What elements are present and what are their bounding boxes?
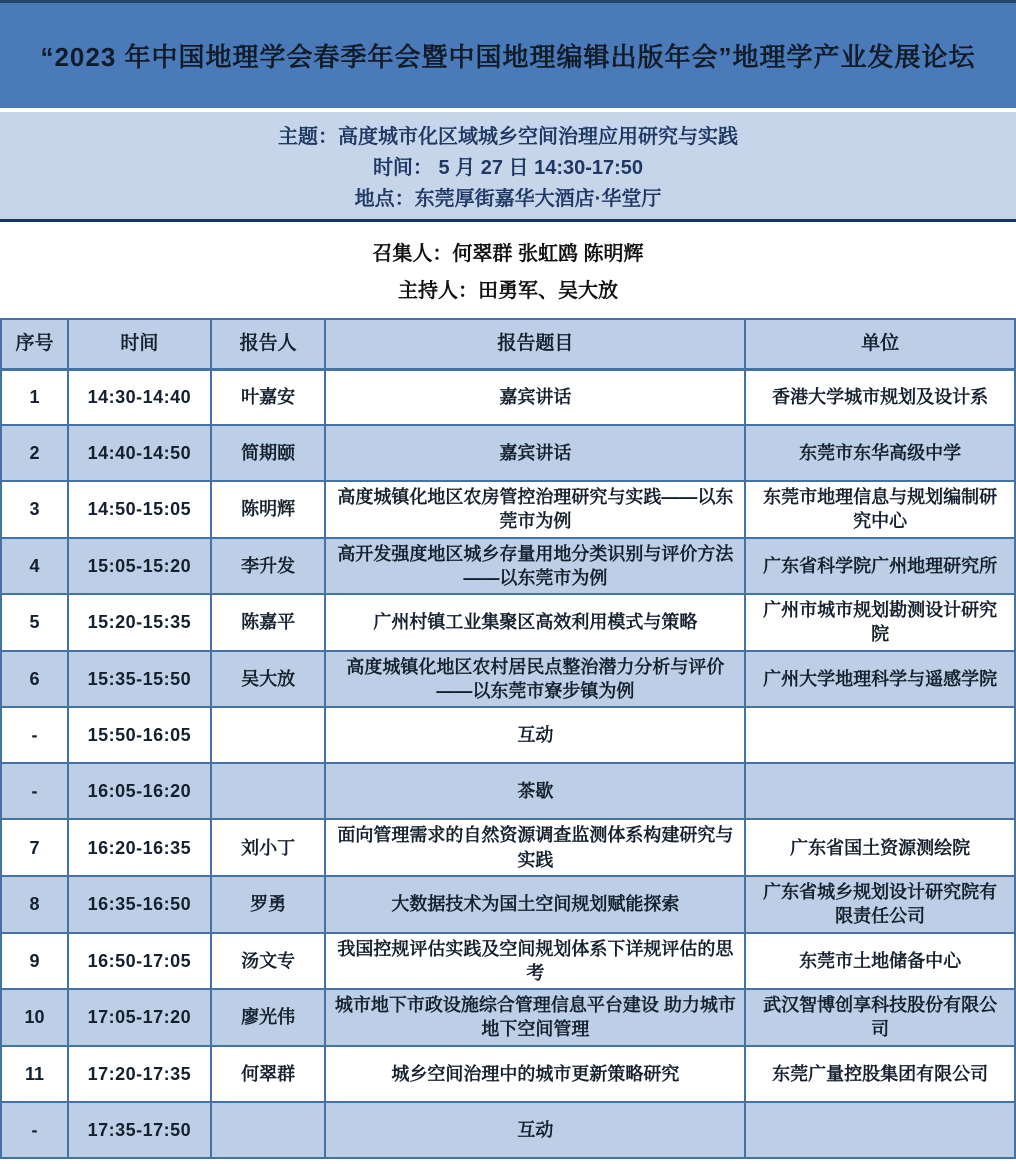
- cell-no: 1: [1, 369, 68, 425]
- table-row: [1, 819, 1015, 876]
- cell-speaker: 汤文专: [211, 933, 326, 990]
- cell-speaker: 廖光伟: [211, 989, 326, 1046]
- cell-unit: 广东省国土资源测绘院: [745, 819, 1015, 876]
- cell-unit: 香港大学城市规划及设计系: [745, 369, 1015, 425]
- cell-title: 城乡空间治理中的城市更新策略研究: [325, 1046, 745, 1102]
- cell-no: -: [1, 707, 68, 763]
- cell-speaker: 叶嘉安: [211, 369, 326, 425]
- cell-time: 14:40-14:50: [68, 425, 211, 481]
- table-row: [1, 1046, 1015, 1102]
- table-row: [1, 876, 1015, 933]
- cell-unit: 东莞市地理信息与规划编制研究中心: [745, 481, 1015, 538]
- cell-unit: 广东省科学院广州地理研究所: [745, 538, 1015, 595]
- cell-title: 高度城镇化地区农村居民点整治潜力分析与评价——以东莞市寮步镇为例: [325, 651, 745, 708]
- cell-speaker: 何翠群: [211, 1046, 326, 1102]
- cell-title: 高开发强度地区城乡存量用地分类识别与评价方法——以东莞市为例: [325, 538, 745, 595]
- cell-time: 17:35-17:50: [68, 1102, 211, 1158]
- cell-speaker: [211, 763, 326, 819]
- cell-unit: 武汉智博创享科技股份有限公司: [745, 989, 1015, 1046]
- cell-title: 互动: [325, 707, 745, 763]
- cell-time: 14:50-15:05: [68, 481, 211, 538]
- cell-title: 高度城镇化地区农房管控治理研究与实践——以东莞市为例: [325, 481, 745, 538]
- header-title: 报告题目: [325, 319, 745, 369]
- people-box: [0, 222, 1016, 318]
- table-row: [1, 763, 1015, 819]
- cell-unit: 广东省城乡规划设计研究院有限责任公司: [745, 876, 1015, 933]
- cell-title: 面向管理需求的自然资源调查监测体系构建研究与实践: [325, 819, 745, 876]
- cell-speaker: 刘小丁: [211, 819, 326, 876]
- table-row: [1, 369, 1015, 425]
- cell-title: 广州村镇工业集聚区高效利用模式与策略: [325, 594, 745, 651]
- schedule-table: [0, 318, 1016, 1159]
- cell-no: 11: [1, 1046, 68, 1102]
- session-time: 时间： 5 月 27 日 14:30-17:50: [372, 157, 644, 179]
- cell-speaker: [211, 1102, 326, 1158]
- header-time: 时间: [68, 319, 211, 369]
- cell-title: 城市地下市政设施综合管理信息平台建设 助力城市地下空间管理: [325, 989, 745, 1046]
- cell-time: 16:20-16:35: [68, 819, 211, 876]
- cell-no: 5: [1, 594, 68, 651]
- cell-title: 嘉宾讲话: [325, 369, 745, 425]
- cell-time: 15:05-15:20: [68, 538, 211, 595]
- table-row: [1, 651, 1015, 708]
- cell-speaker: 罗勇: [211, 876, 326, 933]
- conveners-line: 召集人：何翠群 张虹鸥 陈明辉: [372, 243, 644, 266]
- table-row: [1, 933, 1015, 990]
- cell-time: 16:05-16:20: [68, 763, 211, 819]
- cell-no: -: [1, 1102, 68, 1158]
- cell-time: 16:35-16:50: [68, 876, 211, 933]
- cell-title: 大数据技术为国土空间规划赋能探索: [325, 876, 745, 933]
- table-row: [1, 538, 1015, 595]
- cell-title: 茶歇: [325, 763, 745, 819]
- cell-unit: [745, 707, 1015, 763]
- cell-title: 嘉宾讲话: [325, 425, 745, 481]
- forum-title-banner: [0, 0, 1016, 108]
- cell-speaker: 陈明辉: [211, 481, 326, 538]
- cell-unit: [745, 1102, 1015, 1158]
- cell-unit: 东莞广量控股集团有限公司: [745, 1046, 1015, 1102]
- cell-title: 互动: [325, 1102, 745, 1158]
- cell-no: 3: [1, 481, 68, 538]
- table-row: [1, 707, 1015, 763]
- cell-no: 4: [1, 538, 68, 595]
- header-no: 序号: [1, 319, 68, 369]
- cell-time: 15:20-15:35: [68, 594, 211, 651]
- cell-unit: 东莞市东华高级中学: [745, 425, 1015, 481]
- cell-no: -: [1, 763, 68, 819]
- session-info-box: [0, 112, 1016, 222]
- cell-time: 16:50-17:05: [68, 933, 211, 990]
- cell-time: 17:20-17:35: [68, 1046, 211, 1102]
- table-row: [1, 594, 1015, 651]
- table-row: [1, 989, 1015, 1046]
- cell-time: 15:50-16:05: [68, 707, 211, 763]
- table-row: [1, 425, 1015, 481]
- cell-unit: 广州大学地理科学与遥感学院: [745, 651, 1015, 708]
- cell-speaker: [211, 707, 326, 763]
- schedule-header-row: [1, 319, 1015, 369]
- cell-time: 15:35-15:50: [68, 651, 211, 708]
- session-theme: 主题：高度城市化区域城乡空间治理应用研究与实践: [278, 126, 738, 148]
- cell-time: 17:05-17:20: [68, 989, 211, 1046]
- cell-speaker: 简期颐: [211, 425, 326, 481]
- cell-no: 7: [1, 819, 68, 876]
- cell-no: 8: [1, 876, 68, 933]
- cell-no: 9: [1, 933, 68, 990]
- cell-time: 14:30-14:40: [68, 369, 211, 425]
- table-row: [1, 481, 1015, 538]
- cell-unit: 广州市城市规划勘测设计研究院: [745, 594, 1015, 651]
- session-place: 地点：东莞厚街嘉华大酒店·华堂厅: [354, 188, 662, 210]
- cell-unit: 东莞市土地储备中心: [745, 933, 1015, 990]
- hosts-line: 主持人：田勇军、吴大放: [398, 279, 618, 302]
- cell-speaker: 吴大放: [211, 651, 326, 708]
- cell-no: 10: [1, 989, 68, 1046]
- schedule-table-body: [1, 369, 1015, 1158]
- cell-speaker: 陈嘉平: [211, 594, 326, 651]
- cell-unit: [745, 763, 1015, 819]
- forum-title: “2023 年中国地理学会春季年会暨中国地理编辑出版年会”地理学产业发展论坛: [40, 42, 976, 72]
- header-speaker: 报告人: [211, 319, 326, 369]
- cell-speaker: 李升发: [211, 538, 326, 595]
- header-unit: 单位: [745, 319, 1015, 369]
- cell-title: 我国控规评估实践及空间规划体系下详规评估的思考: [325, 933, 745, 990]
- cell-no: 6: [1, 651, 68, 708]
- table-row: [1, 1102, 1015, 1158]
- cell-no: 2: [1, 425, 68, 481]
